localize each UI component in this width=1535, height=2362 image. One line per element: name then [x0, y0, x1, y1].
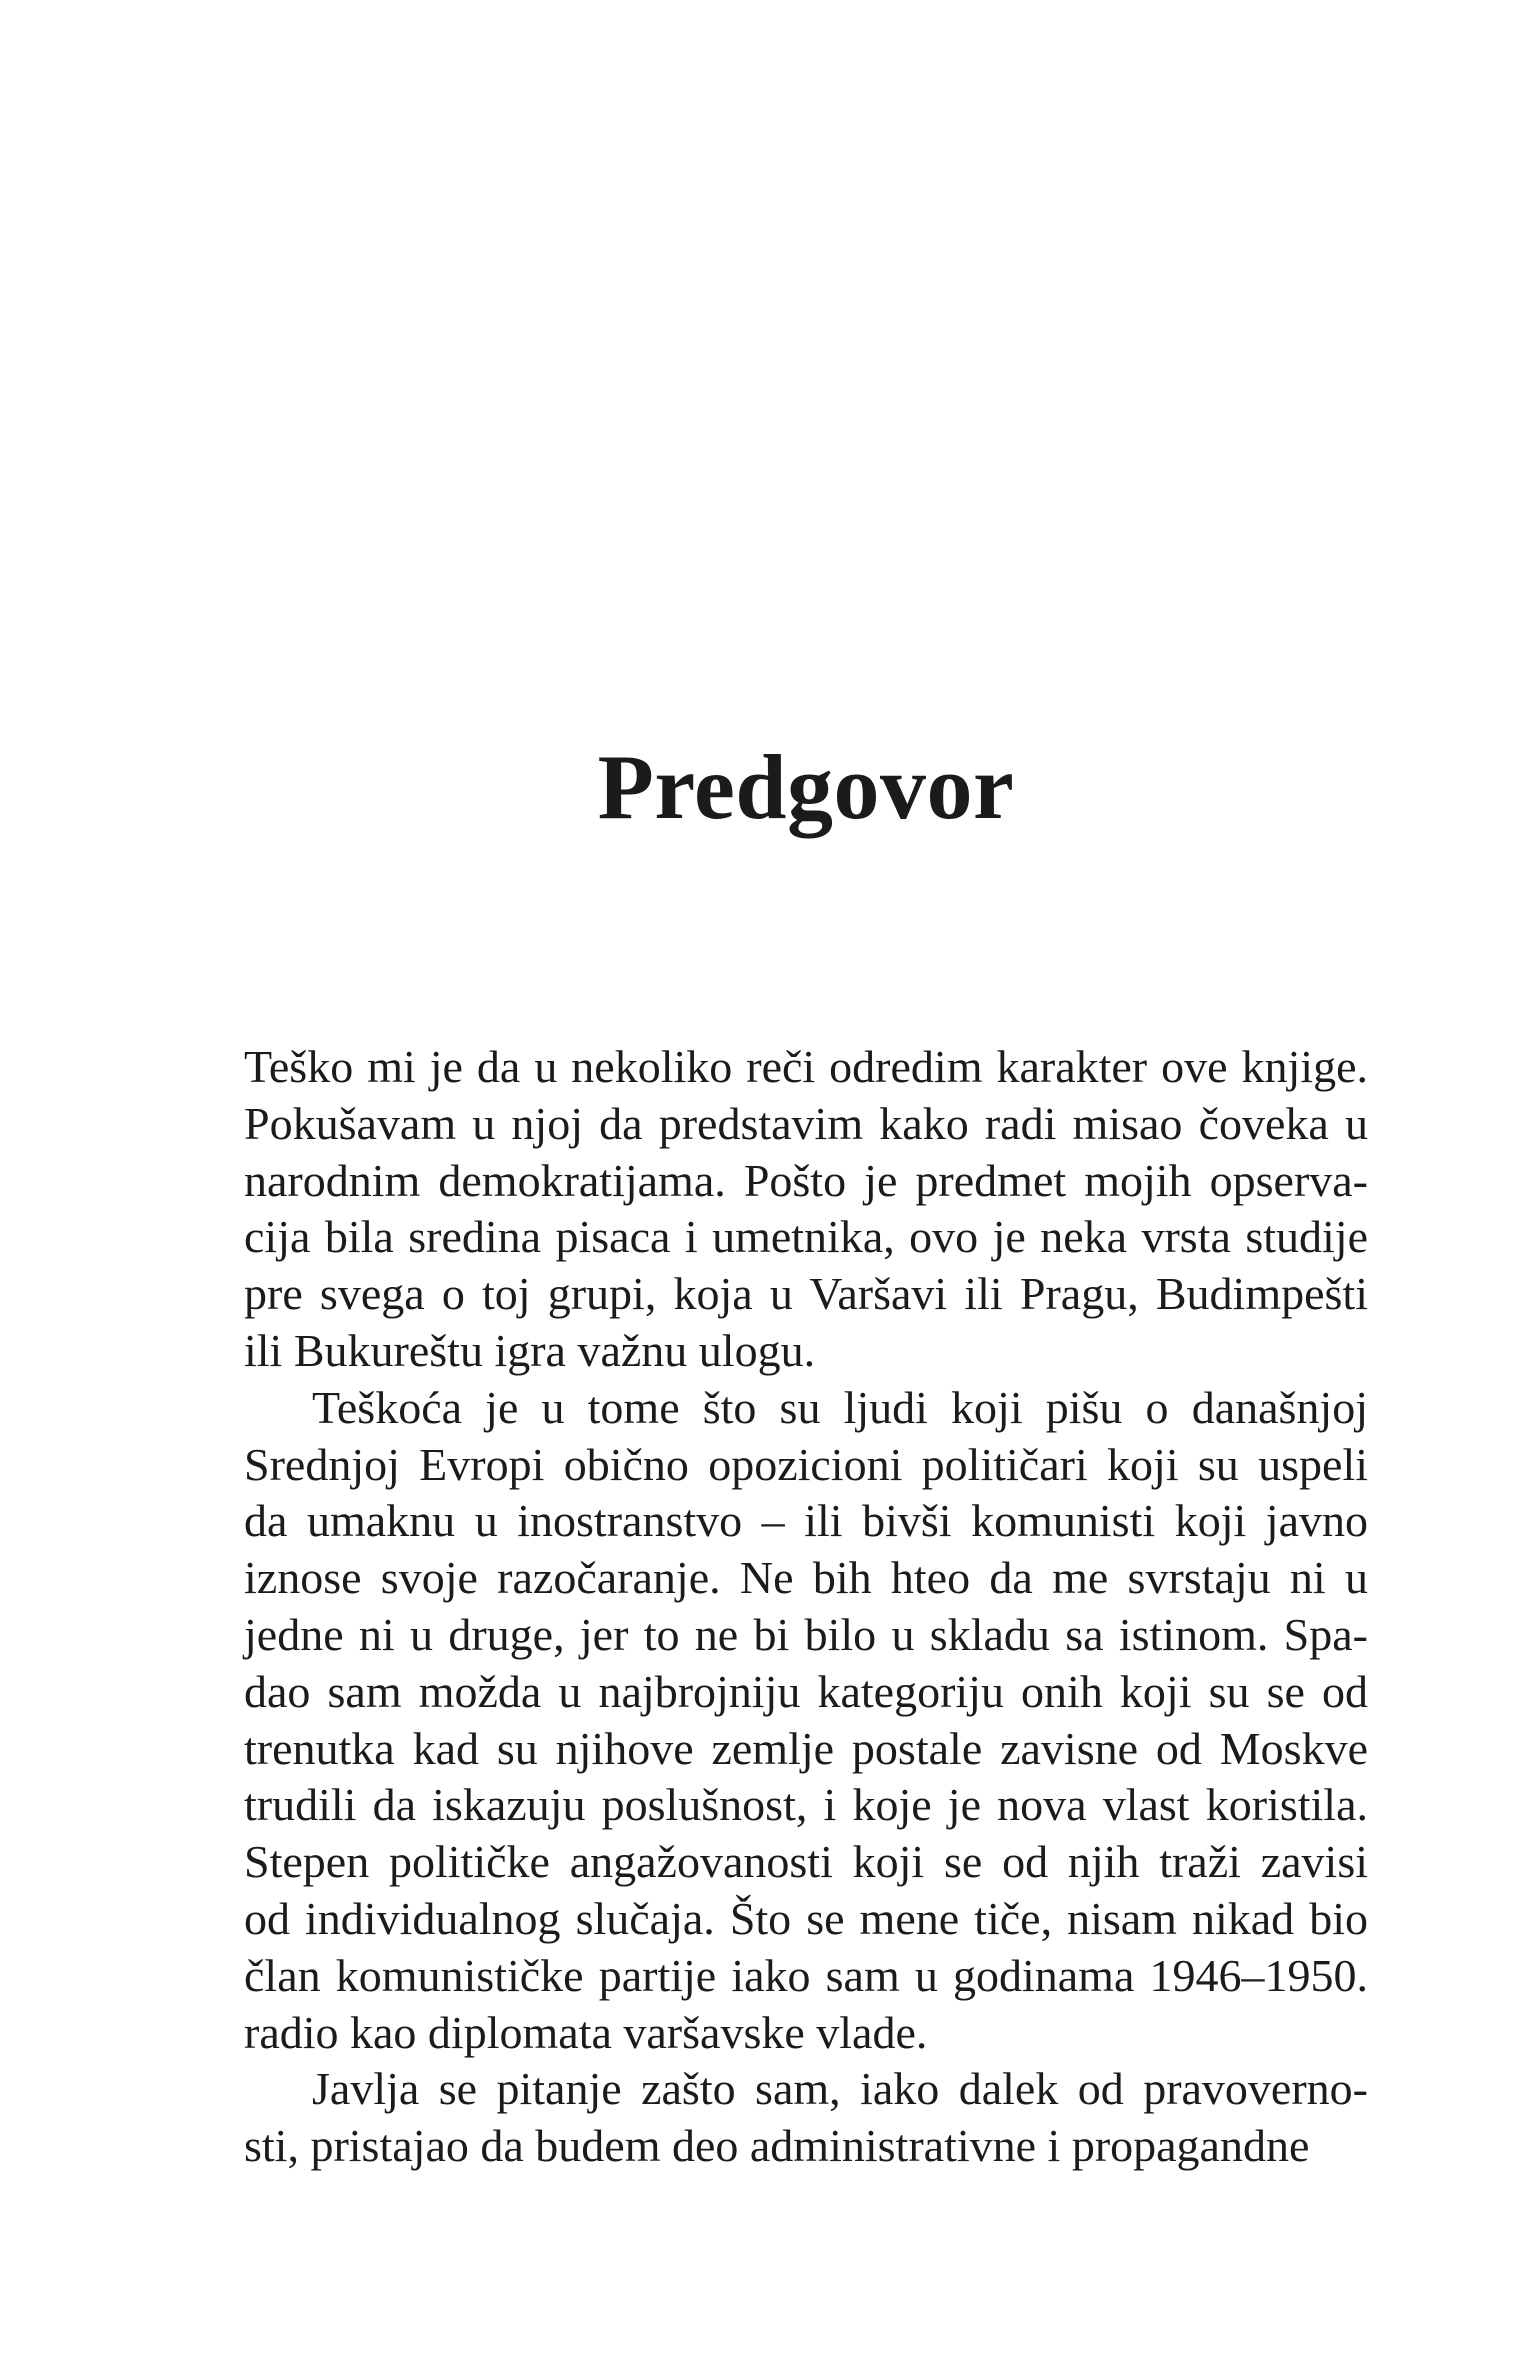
- text-line: Teško mi je da u nekoliko reči odredim karakter ove knjige.: [244, 1041, 1368, 1092]
- page-content: [244, 736, 1368, 2175]
- text-line: Teškoća je u tome što su ljudi koji pišu o današnjoj: [312, 1381, 1368, 1433]
- text-line: od individualnog slučaja. Što se mene tiče, nisam nikad bio: [244, 1892, 1368, 1944]
- text-line: Javlja se pitanje zašto sam, iako dalek od pravoverno-: [312, 2063, 1368, 2115]
- text-line: pre svega o toj grupi, koja u Varšavi ili Pragu, Budimpešti: [244, 1268, 1368, 1320]
- text-line: narodnim demokratijama. Pošto je predmet mojih opserva-: [244, 1154, 1368, 1206]
- text-line: Srednjoj Evropi obično opozicioni političari koji su uspeli: [244, 1438, 1368, 1490]
- text-line: radio kao diplomata varšavske vlade.: [244, 2006, 928, 2058]
- text-line: Stepen političke angažovanosti koji se od njih traži zavisi: [244, 1836, 1368, 1888]
- text-line: član komunističke partije iako sam u godinama 1946–1950.: [244, 1949, 1368, 2001]
- text-line: sti, pristajao da budem deo administrativne i propagandne: [244, 2120, 1310, 2172]
- text-line: ili Bukureštu igra važnu ulogu.: [244, 1324, 816, 1376]
- text-line: dao sam možda u najbrojniju kategoriju onih koji su se od: [244, 1665, 1368, 1717]
- text-line: da umaknu u inostranstvo – ili bivši komunisti koji javno: [244, 1495, 1368, 1547]
- text-line: jedne ni u druge, jer to ne bi bilo u skladu sa istinom. Spa-: [244, 1608, 1368, 1660]
- text-line: trenutka kad su njihove zemlje postale zavisne od Moskve: [244, 1722, 1368, 1774]
- chapter-title: Predgovor: [597, 736, 1015, 838]
- body-text: [244, 1039, 1368, 2175]
- text-line: Pokušavam u njoj da predstavim kako radi misao čoveka u: [244, 1097, 1368, 1149]
- text-line: trudili da iskazuju poslušnost, i koje je nova vlast koristila.: [244, 1779, 1368, 1831]
- text-line: cija bila sredina pisaca i umetnika, ovo je neka vrsta studije: [244, 1211, 1368, 1263]
- text-line: iznose svoje razočaranje. Ne bih hteo da me svrstaju ni u: [244, 1552, 1368, 1604]
